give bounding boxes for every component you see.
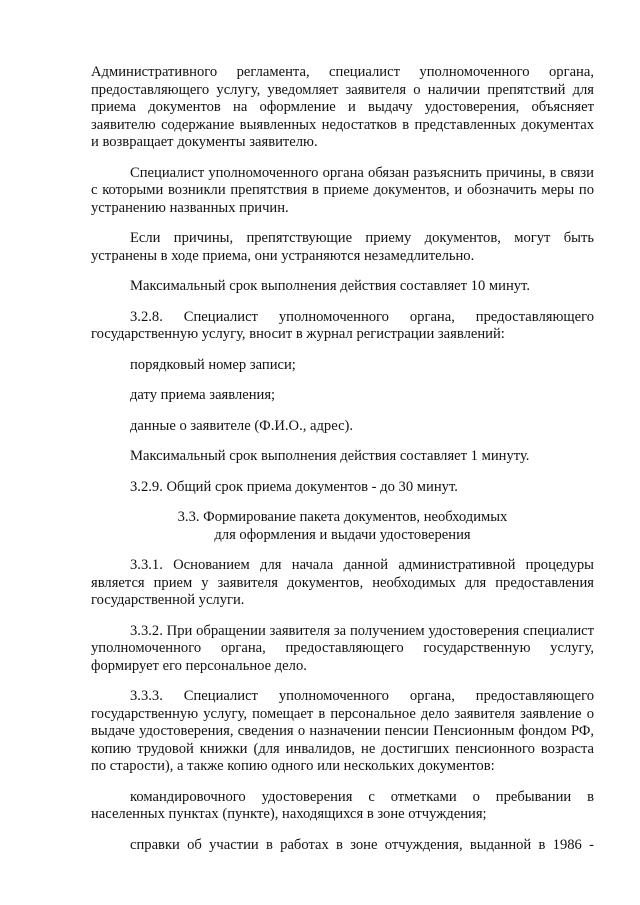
section-heading-3-3 — [91, 509, 594, 544]
list-item-travel-certificate: командировочного удостоверения с отметками о пребывании в населенных пунктах (пункте), находящихся в зоне отчуждения; — [91, 788, 594, 822]
paragraph-3-2-8: 3.2.8. Специалист уполномоченного органа, предоставляющего государственную услугу, вносит в журнал регистрации заявлений: — [91, 308, 594, 342]
paragraph-continuation: Административного регламента, специалист уполномоченного органа, предоставляющего услугу, уведомляет заявителя о наличии препятствий для приема документов на оформление и выдачу удостоверения, объясняет заявителю содержание выявленных недостатков в представленных документах и возвращает документы заявителю. — [91, 64, 594, 150]
paragraph-3-3-2: 3.3.2. При обращении заявителя за получением удостоверения специалист уполномоченного органа, предоставляющего государственную услугу, формирует его персональное дело. — [91, 622, 594, 674]
section-heading-line-2: для оформления и выдачи удостоверения — [214, 526, 471, 543]
paragraph-eliminate-reasons: Если причины, препятствующие приему документов, могут быть устранены в ходе приема, они устраняются незамедлительно. — [91, 230, 594, 264]
section-heading-line-1: 3.3. Формирование пакета документов, необходимых — [177, 509, 508, 525]
paragraph-3-3-3: 3.3.3. Специалист уполномоченного органа, предоставляющего государственную услугу, помещает в персональное дело заявителя заявление о выдаче удостоверения, сведения о назначении пенсии Пенсионным фондом РФ, копию трудовой книжки (для инвалидов, не достигших пенсионного возраста по старости), а также копию одного или нескольких документов: — [91, 688, 594, 774]
list-item-date: дату приема заявления; — [130, 387, 276, 403]
paragraph-max-time-10: Максимальный срок выполнения действия составляет 10 минут. — [130, 278, 530, 294]
paragraph-max-time-1: Максимальный срок выполнения действия составляет 1 минуту. — [130, 448, 530, 464]
paragraph-3-3-1: 3.3.1. Основанием для начала данной административной процедуры является прием у заявителя документов, необходимых для предоставления государственной услуги. — [91, 557, 594, 608]
list-item-participation-certificate: справки об участии в работах в зоне отчуждения, выданной в 1986 - — [130, 836, 594, 853]
paragraph-3-2-9: 3.2.9. Общий срок приема документов - до 30 минут. — [130, 478, 458, 495]
list-item-applicant-data: данные о заявителе (Ф.И.О., адрес). — [130, 417, 354, 434]
list-item-record-number: порядковый номер записи; — [130, 356, 296, 373]
document-page — [91, 64, 594, 867]
paragraph-explain-reasons: Специалист уполномоченного органа обязан разъяснить причины, в связи с которыми возникли препятствия в приеме документов, и обозначить меры по устранению названных причин. — [91, 164, 594, 216]
